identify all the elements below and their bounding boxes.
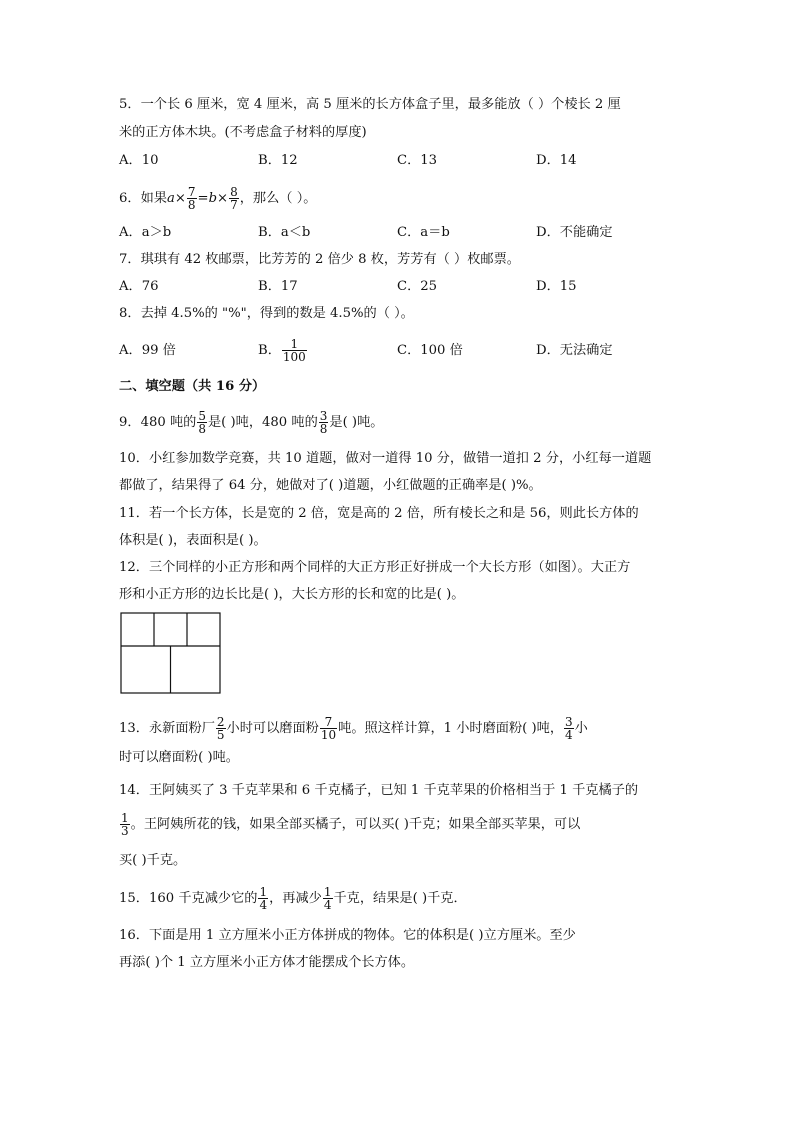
q9-fraction-2 — [319, 410, 329, 435]
q12-line1: 12．三个同样的小正方形和两个同样的大正方形正好拼成一个大长方形（如图）。大正方 — [119, 560, 631, 575]
q7-line1: 7．琪琪有 42 枚邮票，比芳芳的 2 倍少 8 枚，芳芳有（ ）枚邮票。 — [119, 252, 520, 267]
q6-equals: = — [197, 191, 209, 206]
q14-line1: 14．王阿姨买了 3 千克苹果和 6 千克橘子，已知 1 千克苹果的价格相当于 1 千克橘子的 — [119, 783, 639, 798]
q11-line1: 11．若一个长方体，长是宽的 2 倍，宽是高的 2 倍，所有棱长之和是 56，则此长方体的 — [119, 506, 639, 521]
q14-line2-text: 。王阿姨所花的钱，如果全部买橘子，可以买( )千克；如果全部买苹果，可以 — [130, 817, 581, 832]
q9-part3: 是( )吨。 — [329, 415, 384, 430]
q5-line1: 5．一个长 6 厘米，宽 4 厘米，高 5 厘米的长方体盒子里，最多能放（ ）个棱长 2 厘 — [119, 97, 621, 112]
q6-option-b: B．a＜b — [258, 225, 311, 240]
q8-option-b-fraction — [282, 338, 307, 363]
q6-line1 — [119, 186, 316, 211]
q6-f1-numerator: 7 — [187, 185, 196, 199]
q13-fraction-1 — [216, 716, 226, 741]
q9-f1-numerator: 5 — [198, 409, 206, 423]
q15-part3: 千克，结果是( )千克． — [333, 891, 467, 906]
q9-part2: 是( )吨，480 吨的 — [207, 415, 318, 430]
q6-var-b: b — [208, 191, 218, 206]
q14-f-denominator: 3 — [121, 824, 129, 838]
q6-suffix: ，那么（ ）。 — [239, 191, 317, 206]
q6-f2-numerator: 8 — [230, 185, 238, 199]
q6-f2-denominator: 7 — [230, 198, 238, 212]
section-2-title: 二、填空题（共 16 分） — [119, 379, 266, 394]
q7-option-a: A．76 — [119, 279, 159, 294]
q9-f2-denominator: 8 — [319, 422, 328, 436]
q14-fraction — [120, 812, 130, 837]
q13-part1: 13．永新面粉厂 — [119, 721, 215, 736]
q6-f1-denominator: 8 — [187, 198, 196, 212]
q8-option-d: D．无法确定 — [536, 343, 613, 358]
q13-f1-numerator: 2 — [216, 715, 225, 729]
q10-line1: 10．小红参加数学竞赛，共 10 道题，做对一道得 10 分，做错一道扣 2 分，小红每一道题 — [119, 451, 652, 466]
q7-option-b: B．17 — [258, 279, 298, 294]
q9-part1: 9．480 吨的 — [119, 415, 197, 430]
q11-line2: 体积是( )，表面积是( )。 — [119, 533, 267, 548]
q15-fraction-1 — [258, 886, 268, 911]
q13-part3: 吨。照这样计算，1 小时磨面粉( )吨， — [338, 721, 564, 736]
q9-line1 — [119, 410, 383, 435]
q6-option-c: C．a＝b — [397, 225, 450, 240]
q7-option-c: C．25 — [397, 279, 438, 294]
q6-fraction-2 — [229, 186, 239, 211]
q8-option-a: A．99 倍 — [119, 343, 176, 358]
q12-line2: 形和小正方形的边长比是( )，大长方形的长和宽的比是( )。 — [119, 587, 465, 602]
q10-line2: 都做了，结果得了 64 分，她做对了( )道题，小红做题的正确率是( )%。 — [119, 478, 542, 493]
q15-f1-numerator: 1 — [259, 885, 268, 899]
q6-times1: × — [174, 191, 186, 206]
q6-option-a: A．a＞b — [119, 225, 172, 240]
q6-prefix: 6．如果 — [119, 191, 167, 206]
q8-option-c: C．100 倍 — [397, 343, 463, 358]
q16-line1: 16．下面是用 1 立方厘米小正方体拼成的物体。它的体积是( )立方厘米。至少 — [119, 928, 576, 943]
q9-f1-denominator: 8 — [198, 422, 206, 436]
q15-f2-numerator: 1 — [323, 885, 332, 899]
q14-f-numerator: 1 — [121, 811, 129, 825]
q8-b-numerator: 1 — [290, 337, 299, 351]
q13-line1 — [119, 716, 588, 741]
q13-part2: 小时可以磨面粉 — [226, 721, 319, 736]
q15-fraction-2 — [323, 886, 333, 911]
q5-line2: 米的正方体木块。(不考虑盒子材料的厚度) — [119, 125, 367, 140]
q8-line1: 8．去掉 4.5%的 "%"，得到的数是 4.5%的（ ）。 — [119, 306, 414, 321]
q13-f2-denominator: 10 — [320, 728, 337, 742]
q7-option-d: D．15 — [536, 279, 577, 294]
q6-option-d: D．不能确定 — [536, 225, 613, 240]
q6-fraction-1 — [187, 186, 197, 211]
q13-fraction-3 — [564, 716, 574, 741]
q8-option-b-label: B． — [258, 343, 281, 358]
q5-option-a: A．10 — [119, 153, 159, 168]
q15-part1: 15．160 千克减少它的 — [119, 891, 258, 906]
q15-line1 — [119, 886, 467, 911]
q15-part2: ，再减少 — [269, 891, 322, 906]
q12-squares-figure — [120, 612, 222, 696]
q14-line2 — [119, 812, 580, 837]
q8-b-denominator: 100 — [282, 350, 306, 364]
q5-option-d: D．14 — [536, 153, 577, 168]
q15-f1-denominator: 4 — [259, 898, 268, 912]
q6-var-a: a — [166, 191, 175, 206]
q15-f2-denominator: 4 — [323, 898, 332, 912]
q9-fraction-1 — [197, 410, 207, 435]
q13-line2: 时可以磨面粉( )吨。 — [119, 750, 239, 765]
q5-option-c: C．13 — [397, 153, 438, 168]
q6-times2: × — [217, 191, 229, 206]
q13-fraction-2 — [320, 716, 337, 741]
q13-f2-numerator: 7 — [324, 715, 333, 729]
q5-option-b: B．12 — [258, 153, 298, 168]
q8-option-b — [258, 338, 308, 363]
q13-f3-numerator: 3 — [565, 715, 573, 729]
q9-f2-numerator: 3 — [319, 409, 328, 423]
q13-f1-denominator: 5 — [216, 728, 225, 742]
q13-part4: 小 — [574, 721, 588, 736]
q16-line2: 再添( )个 1 立方厘米小正方体才能摆成个长方体。 — [119, 955, 415, 970]
q14-line3: 买( )千克。 — [119, 853, 187, 868]
q13-f3-denominator: 4 — [565, 728, 573, 742]
